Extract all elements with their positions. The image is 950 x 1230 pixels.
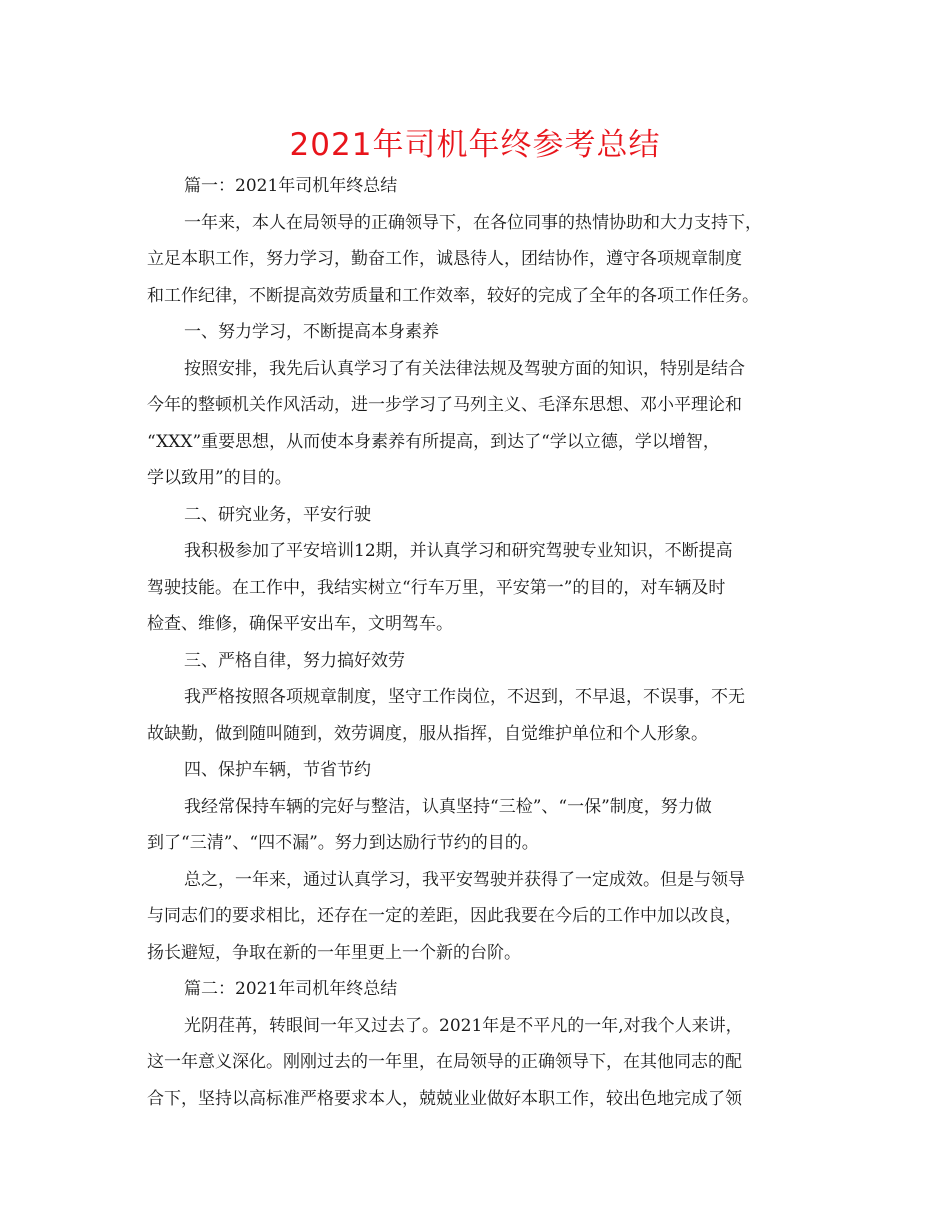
text-line: 四、保护车辆，节省节约 [184,760,371,780]
text-line: 篇二：2021年司机年终总结 [184,979,398,999]
text-line: 这一年意义深化。刚刚过去的一年里，在局领导的正确领导下，在其他同志的配 [147,1052,742,1072]
text-line: 扬长避短，争取在新的一年里更上一个新的台阶。 [147,942,521,963]
text-line: 我严格按照各项规章制度，坚守工作岗位，不迟到，不早退，不误事，不无 [184,687,745,707]
text-line: 我积极参加了平安培训12期，并认真学习和研究驾驶专业知识，不断提高 [184,541,733,561]
text-line: 到了“三清”、“四不漏”。努力到达励行节约的目的。 [147,833,539,853]
text-line: “XXX”重要思想，从而使本身素养有所提高，到达了“学以立德，学以增智， [147,431,720,452]
text-line: 与同志们的要求相比，还存在一定的差距，因此我要在今后的工作中加以改良， [147,906,742,926]
text-line: 二、研究业务，平安行驶 [184,504,371,525]
text-line: 立足本职工作，努力学习，勤奋工作，诚恳待人，团结协作，遵守各项规章制度 [147,249,742,269]
text-line: 驾驶技能。在工作中，我结实树立“行车万里，平安第一”的目的，对车辆及时 [147,577,726,598]
text-line: 篇一：2021年司机年终总结 [184,176,398,196]
document-title: 2021年司机年终参考总结 [289,127,661,163]
document-body [147,168,807,1117]
text-line: 光阴荏苒，转眼间一年又过去了。2021年是不平凡的一年,对我个人来讲， [184,1015,743,1036]
text-line: 一、努力学习，不断提高本身素养 [184,322,439,342]
text-line: 检查、维修，确保平安出车，文明驾车。 [147,614,453,634]
text-line: 学以致用”的目的。 [147,468,292,488]
text-line: 今年的整顿机关作风活动，进一步学习了马列主义、毛泽东思想、邓小平理论和 [147,395,742,415]
text-line: 故缺勤，做到随叫随到，效劳调度，服从指挥，自觉维护单位和个人形象。 [147,723,708,744]
text-line: 总之，一年来，通过认真学习，我平安驾驶并获得了一定成效。但是与领导 [184,869,745,890]
text-line: 三、严格自律，努力搞好效劳 [184,650,405,671]
text-line: 按照安排，我先后认真学习了有关法律法规及驾驶方面的知识，特别是结合 [184,358,745,379]
text-line: 和工作纪律，不断提高效劳质量和工作效率，较好的完成了全年的各项工作任务。 [147,285,759,306]
text-line: 我经常保持车辆的完好与整洁，认真坚持“三检”、“一保”制度，努力做 [184,796,712,817]
text-line: 合下，坚持以高标准严格要求本人，兢兢业业做好本职工作，较出色地完成了领 [147,1088,742,1109]
text-line: 一年来，本人在局领导的正确领导下，在各位同事的热情协助和大力支持下， [184,212,762,233]
